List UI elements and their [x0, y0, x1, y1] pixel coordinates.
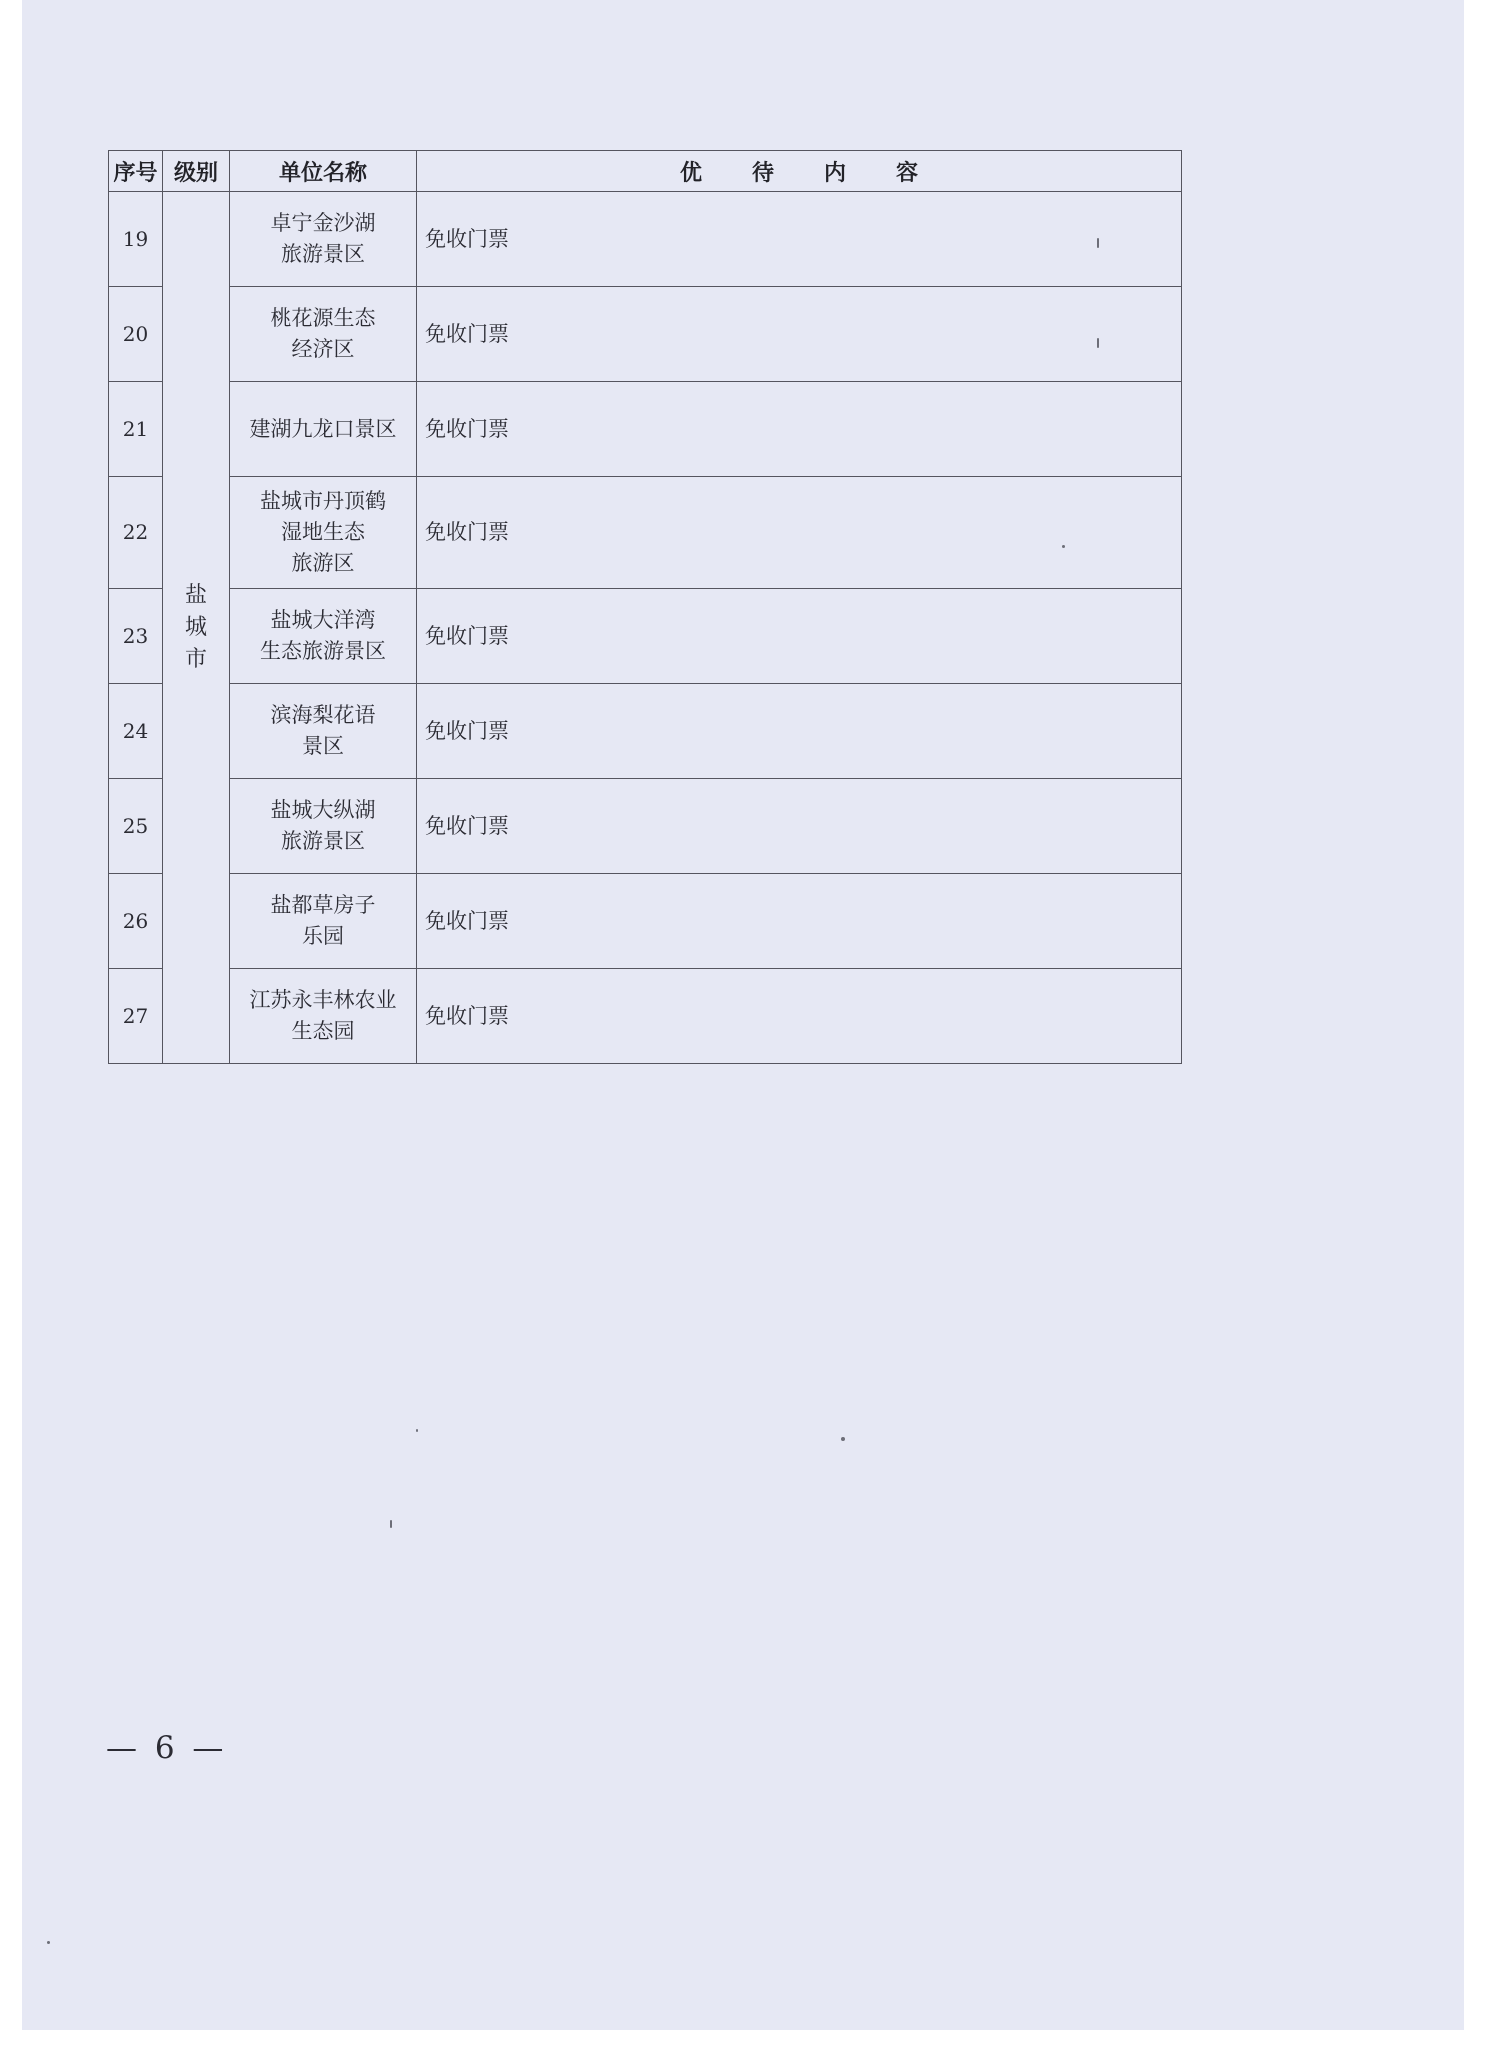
- table-row: [109, 382, 1182, 477]
- row-content: 免收门票: [417, 287, 1182, 382]
- row-unit-name: 滨海梨花语 景区: [230, 684, 417, 779]
- level-cell: 盐 城 市: [163, 192, 230, 1064]
- scan-speck: [416, 1429, 418, 1432]
- row-unit-name: 建湖九龙口景区: [230, 382, 417, 477]
- header-level: 级别: [163, 151, 230, 192]
- table-row: [109, 874, 1182, 969]
- table-body: [109, 192, 1182, 1064]
- row-seq: 21: [109, 382, 163, 477]
- table-row: [109, 969, 1182, 1064]
- row-unit-name: 桃花源生态 经济区: [230, 287, 417, 382]
- row-content: 免收门票: [417, 684, 1182, 779]
- table-header-row: [109, 151, 1182, 192]
- table-row: [109, 192, 1182, 287]
- table-row: [109, 684, 1182, 779]
- row-unit-name: 江苏永丰林农业 生态园: [230, 969, 417, 1064]
- row-content: 免收门票: [417, 779, 1182, 874]
- row-seq: 25: [109, 779, 163, 874]
- table-row: [109, 287, 1182, 382]
- row-seq: 23: [109, 589, 163, 684]
- row-content: 免收门票: [417, 192, 1182, 287]
- row-seq: 27: [109, 969, 163, 1064]
- scan-speck: [1062, 545, 1065, 548]
- row-content: 免收门票: [417, 589, 1182, 684]
- row-unit-name: 盐城大洋湾 生态旅游景区: [230, 589, 417, 684]
- row-seq: 19: [109, 192, 163, 287]
- row-seq: 26: [109, 874, 163, 969]
- table-row: [109, 779, 1182, 874]
- row-unit-name: 卓宁金沙湖 旅游景区: [230, 192, 417, 287]
- row-content: 免收门票: [417, 969, 1182, 1064]
- header-content: 优待内容: [417, 151, 1182, 192]
- table-row: [109, 477, 1182, 589]
- scan-speck: [390, 1520, 392, 1528]
- scan-speck: [1097, 238, 1099, 248]
- scan-speck: [47, 1941, 50, 1944]
- row-unit-name: 盐城大纵湖 旅游景区: [230, 779, 417, 874]
- row-seq: 20: [109, 287, 163, 382]
- row-content: 免收门票: [417, 382, 1182, 477]
- page-number: — 6 —: [106, 1730, 228, 1766]
- benefits-table: [108, 150, 1182, 1064]
- row-seq: 22: [109, 477, 163, 589]
- scan-speck: [841, 1437, 845, 1441]
- row-content: 免收门票: [417, 874, 1182, 969]
- header-seq: 序号: [109, 151, 163, 192]
- row-seq: 24: [109, 684, 163, 779]
- header-unit-name: 单位名称: [230, 151, 417, 192]
- scan-speck: [1097, 338, 1099, 348]
- row-content: 免收门票: [417, 477, 1182, 589]
- row-unit-name: 盐城市丹顶鹤 湿地生态 旅游区: [230, 477, 417, 589]
- table-row: [109, 589, 1182, 684]
- row-unit-name: 盐都草房子 乐园: [230, 874, 417, 969]
